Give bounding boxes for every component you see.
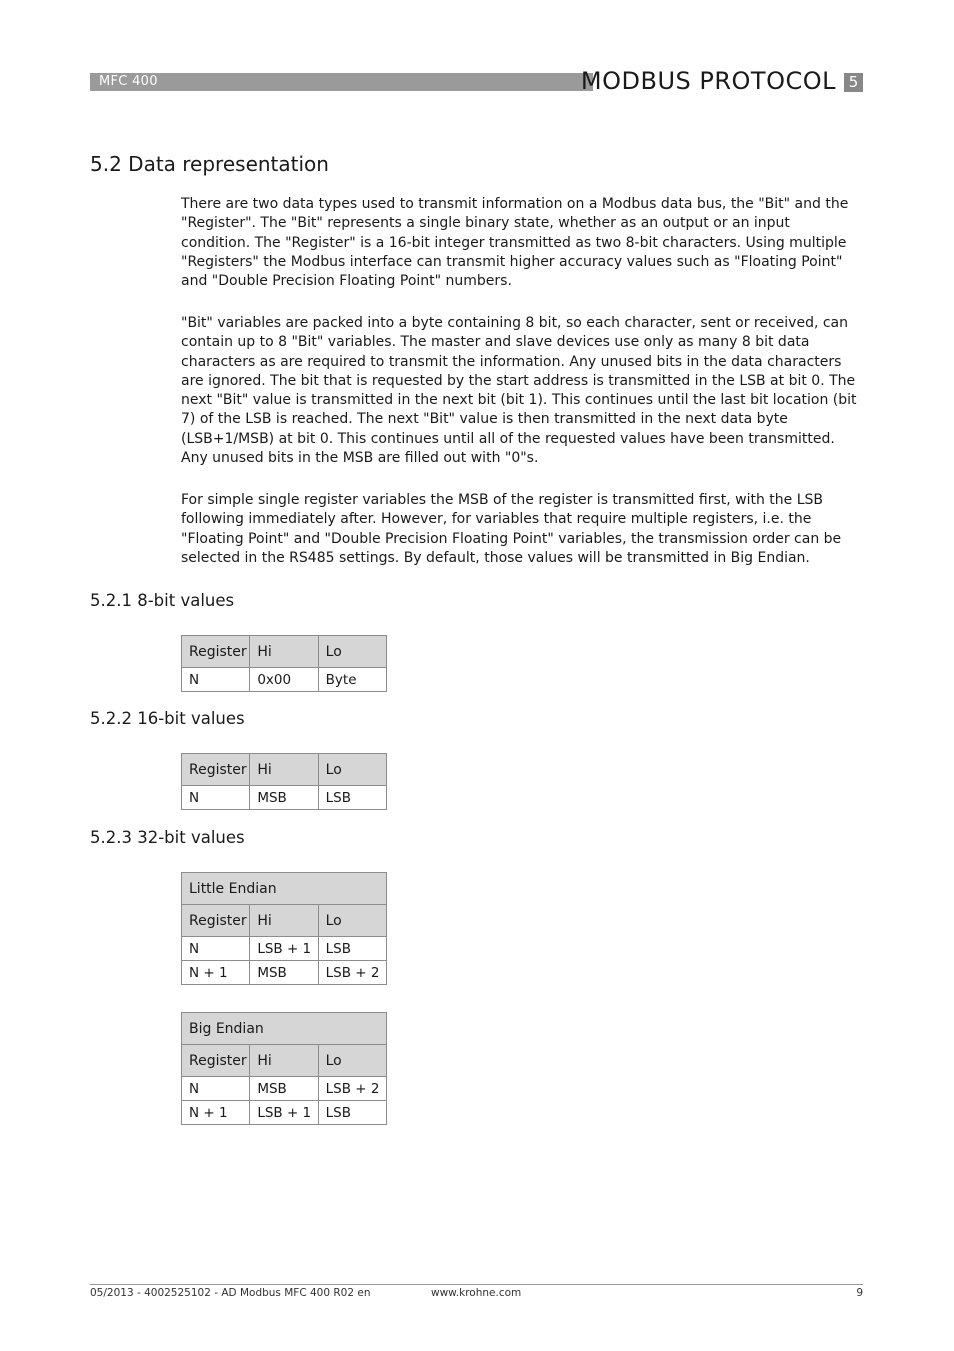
table-cell: N — [182, 937, 250, 961]
header-title: MODBUS PROTOCOL — [580, 67, 836, 95]
table-cell: LSB + 2 — [318, 1077, 386, 1101]
page-number: 9 — [856, 1287, 863, 1299]
table-cell: MSB — [250, 786, 318, 810]
table-caption-row — [182, 1013, 387, 1045]
column-header-hi: Hi — [250, 905, 318, 937]
table-header-row — [182, 905, 387, 937]
footer-doc-reference: 05/2013 - 4002525102 - AD Modbus MFC 400 R02 en — [90, 1287, 371, 1299]
subsection-heading-16bit: 5.2.2 16-bit values — [90, 709, 245, 728]
column-header-register: Register — [182, 754, 250, 786]
table-caption-big-endian: Big Endian — [182, 1013, 387, 1045]
table-cell: N + 1 — [182, 1101, 250, 1125]
table-cell: MSB — [250, 961, 318, 985]
table-cell: LSB + 2 — [318, 961, 386, 985]
table-header-row — [182, 1045, 387, 1077]
table-caption-little-endian: Little Endian — [182, 873, 387, 905]
table-cell: LSB — [318, 1101, 386, 1125]
table-cell: LSB + 1 — [250, 937, 318, 961]
table-header-row — [182, 754, 387, 786]
column-header-register: Register — [182, 905, 250, 937]
column-header-register: Register — [182, 636, 250, 668]
column-header-lo: Lo — [318, 905, 386, 937]
header-doc-label: MFC 400 — [99, 74, 158, 89]
subsection-heading-8bit: 5.2.1 8-bit values — [90, 591, 235, 610]
section-heading: 5.2 Data representation — [90, 152, 329, 176]
header-bar — [90, 73, 593, 91]
table-8bit-values — [181, 635, 387, 692]
column-header-hi: Hi — [250, 636, 318, 668]
table-cell: N — [182, 786, 250, 810]
table-16bit-values — [181, 753, 387, 810]
chapter-number-badge: 5 — [844, 73, 863, 92]
table-cell: LSB + 1 — [250, 1101, 318, 1125]
table-cell: LSB — [318, 937, 386, 961]
footer-divider — [90, 1284, 863, 1285]
footer-website: www.krohne.com — [431, 1287, 522, 1299]
table-header-row — [182, 636, 387, 668]
table-row — [182, 961, 387, 985]
table-cell: Byte — [318, 668, 386, 692]
paragraph-data-types: There are two data types used to transmit information on a Modbus data bus, the "Bit" and the "Register". The "Bit" represents a single binary state, whether as an output or an input condition. The "Register" is a 16-bit integer transmitted as two 8-bit characters. Using multiple "Registers" the Modbus interface can transmit higher accuracy values such as "Floating Point" and "Double Precision Floating Point" numbers. — [181, 196, 849, 290]
column-header-hi: Hi — [250, 1045, 318, 1077]
table-cell: N — [182, 1077, 250, 1101]
table-cell: N + 1 — [182, 961, 250, 985]
subsection-heading-32bit: 5.2.3 32-bit values — [90, 828, 245, 847]
table-row — [182, 786, 387, 810]
column-header-lo: Lo — [318, 1045, 386, 1077]
table-caption-row — [182, 873, 387, 905]
paragraph-bit-variables: "Bit" variables are packed into a byte containing 8 bit, so each character, sent or received, can contain up to 8 "Bit" variables. The master and slave devices use only as many 8 bit data characters as are required to transmit the information. Any unused bits in the data characters are ignored. The bit that is requested by the start address is transmitted in the LSB at bit 0. The next "Bit" value is transmitted in the next bit (bit 1). This continues until the last bit location (bit 7) of the LSB is reached. The next "Bit" value is then transmitted in the next data byte (LSB+1/MSB) at bit 0. This continues until all of the requested values have been transmitted. Any unused bits in the MSB are filled out with "0"s. — [181, 315, 857, 467]
table-row — [182, 937, 387, 961]
column-header-lo: Lo — [318, 636, 386, 668]
table-cell: LSB — [318, 786, 386, 810]
table-row — [182, 668, 387, 692]
column-header-lo: Lo — [318, 754, 386, 786]
column-header-register: Register — [182, 1045, 250, 1077]
table-row — [182, 1077, 387, 1101]
table-cell: MSB — [250, 1077, 318, 1101]
table-big-endian — [181, 1012, 387, 1125]
table-little-endian — [181, 872, 387, 985]
table-row — [182, 1101, 387, 1125]
column-header-hi: Hi — [250, 754, 318, 786]
table-cell: 0x00 — [250, 668, 318, 692]
paragraph-register-order: For simple single register variables the MSB of the register is transmitted first, with the LSB following immediately after. However, for variables that require multiple registers, i.e. the "Floating Point" and "Double Precision Floating Point" variables, the transmission order can be selected in the RS485 settings. By default, those values will be transmitted in Big Endian. — [181, 492, 842, 566]
table-cell: N — [182, 668, 250, 692]
